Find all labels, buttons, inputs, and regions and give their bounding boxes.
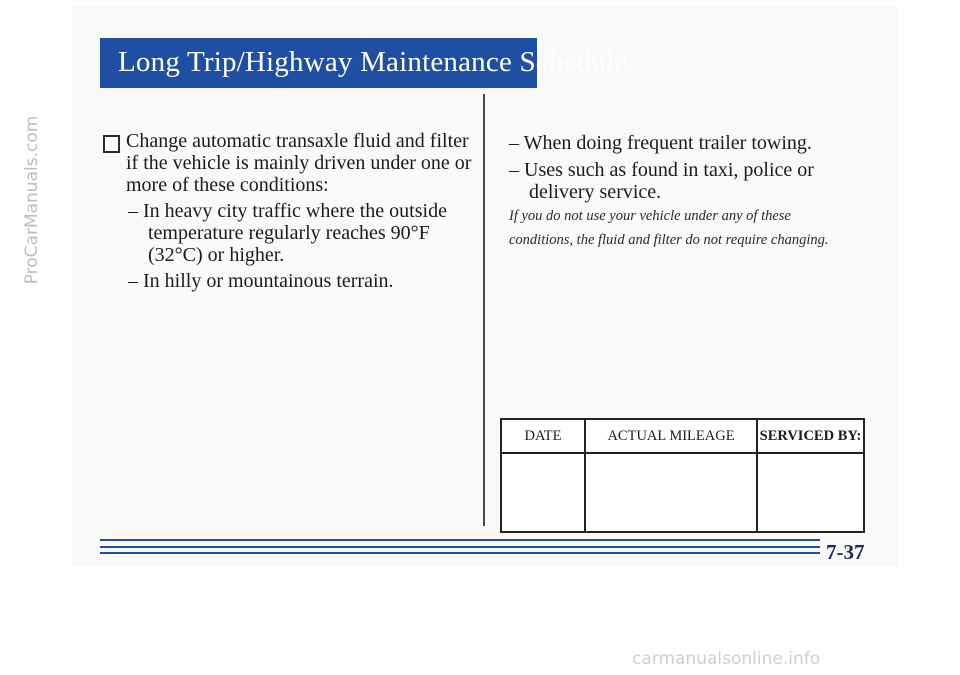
column-header-mileage: ACTUAL MILEAGE: [585, 419, 757, 453]
footer-rule-bottom: [100, 552, 820, 554]
mileage-cell[interactable]: [585, 453, 757, 532]
table-header-row: [501, 419, 864, 453]
service-record-table: [500, 418, 865, 533]
condition-city-traffic-line3: (32°C) or higher.: [148, 244, 285, 266]
column-header-serviced-by: SERVICED BY:: [757, 419, 864, 453]
page-number: 7-37: [826, 540, 865, 564]
condition-taxi-police-line2: delivery service.: [529, 181, 662, 203]
checkbox-icon[interactable]: [103, 135, 120, 153]
condition-city-traffic-line2: temperature regularly reaches 90°F: [148, 222, 430, 244]
page-title: Long Trip/Highway Maintenance Schedule: [118, 46, 628, 78]
condition-hilly-terrain: – In hilly or mountainous terrain.: [128, 270, 394, 292]
condition-taxi-police-line1: – Uses such as found in taxi, police or: [509, 159, 814, 181]
serviced-by-cell[interactable]: [757, 453, 864, 532]
column-divider: [483, 94, 485, 526]
date-cell[interactable]: [501, 453, 585, 532]
column-header-date: DATE: [501, 419, 585, 453]
table-row: [501, 453, 864, 532]
footer-watermark: carmanualsonline.info: [632, 649, 821, 669]
item-text-line3: more of these conditions:: [126, 174, 329, 196]
note-line2: conditions, the fluid and filter do not require changing.: [509, 232, 829, 248]
footer-rule-middle: [100, 546, 820, 548]
note-line1: If you do not use your vehicle under any of these: [509, 208, 791, 224]
side-watermark: ProCarManuals.com: [22, 115, 42, 285]
condition-city-traffic-line1: – In heavy city traffic where the outside: [128, 200, 447, 222]
footer-rule-top: [100, 539, 820, 541]
item-text-line1: Change automatic transaxle fluid and filter: [126, 130, 469, 152]
item-text-line2: if the vehicle is mainly driven under one or: [126, 152, 472, 174]
condition-trailer-towing: – When doing frequent trailer towing.: [509, 132, 812, 154]
